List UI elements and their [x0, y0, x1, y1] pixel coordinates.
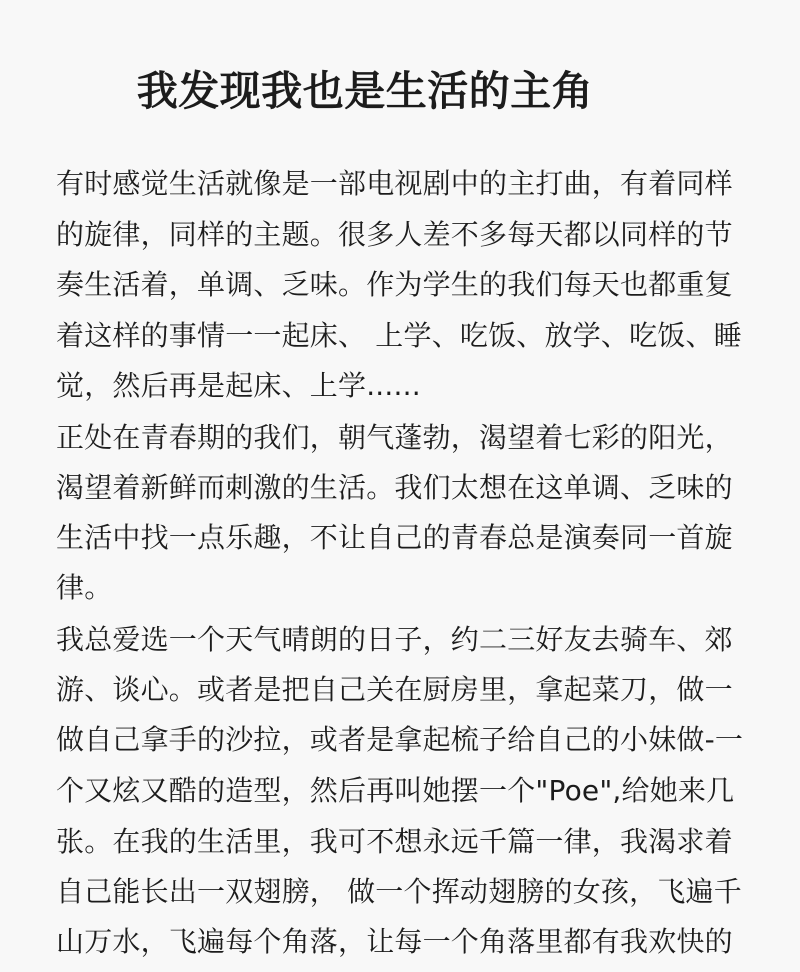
- essay-line-15: 自己能长出一双翅膀， 做一个挥动翅膀的女孩，飞遍千: [56, 875, 742, 908]
- essay-line-10: 我总爱选一个天气晴朗的日子，约二三好友去骑车、郊: [56, 623, 733, 656]
- essay-line-6: 正处在青春期的我们，朝气蓬勃，渴望着七彩的阳光，: [56, 421, 733, 454]
- essay-line-4: 着这样的事情一一起床、 上学、吃饭、放学、吃饭、睡: [56, 319, 742, 352]
- essay-line-13: 个又炫又酷的造型，然后再叫她摆一个"Poe",给她来几: [56, 774, 735, 807]
- essay-line-11: 游、谈心。或者是把自己关在厨房里，拿起菜刀，做一: [56, 673, 733, 706]
- essay-line-7: 渴望着新鲜而刺激的生活。我们太想在这单调、乏味的: [56, 471, 733, 504]
- essay-line-14: 张。在我的生活里，我可不想永远千篇一律，我渴求着: [56, 825, 733, 858]
- essay-line-1: 有时感觉生活就像是一部电视剧中的主打曲，有着同样: [56, 167, 733, 200]
- essay-line-16: 山万水，飞遍每个角落，让每一个角落里都有我欢快的: [56, 925, 733, 958]
- essay-line-3: 奏生活着，单调、乏味。作为学生的我们每天也都重复: [56, 268, 733, 301]
- essay-line-12: 做自己拿手的沙拉，或者是拿起梳子给自己的小妹做-一: [56, 723, 744, 756]
- essay-line-9: 律。: [56, 571, 113, 604]
- essay-line-5: 觉，然后再是起床、上学......: [56, 369, 421, 402]
- essay-line-8: 生活中找一点乐趣，不让自己的青春总是演奏同一首旋: [56, 521, 733, 554]
- essay-line-2: 的旋律，同样的主题。很多人差不多每天都以同样的节: [56, 218, 733, 251]
- essay-title: 我发现我也是生活的主角: [136, 67, 594, 115]
